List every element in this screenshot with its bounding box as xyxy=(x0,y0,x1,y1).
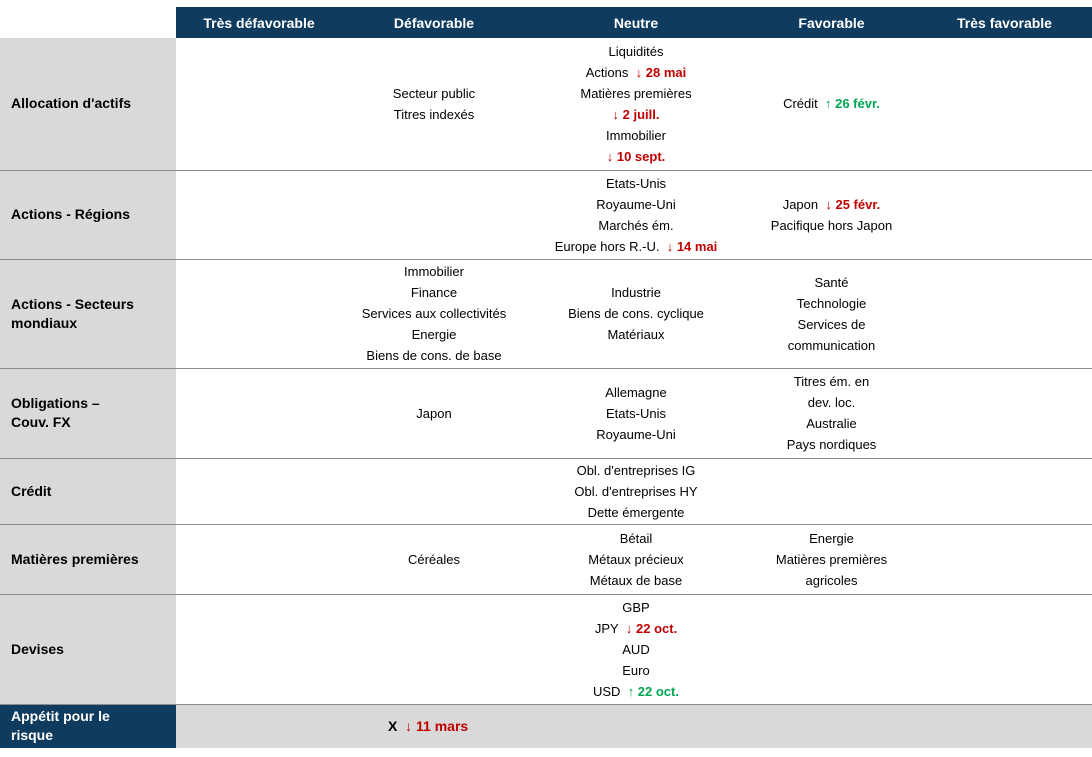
downgrade-badge: ↓ 11 mars xyxy=(405,717,469,734)
cell-item xyxy=(526,194,746,215)
table-row xyxy=(0,458,1092,524)
item-text: Energie xyxy=(411,327,457,342)
cell-item xyxy=(526,570,746,591)
cell-tres-defavorable xyxy=(176,170,342,259)
cell-tres-favorable xyxy=(917,458,1092,524)
risk-appetite-value-cell xyxy=(176,704,1092,748)
item-text: Services aux collectivités xyxy=(361,306,507,321)
cell-item xyxy=(746,413,917,434)
cell-tres-favorable xyxy=(917,594,1092,704)
upgrade-badge: ↑ 26 févr. xyxy=(824,96,880,112)
row-label-text: Devises xyxy=(11,640,64,657)
cell-item xyxy=(342,324,526,345)
cell-neutre xyxy=(526,594,746,704)
item-text: Biens de cons. de base xyxy=(366,348,502,363)
cell-item xyxy=(746,528,917,549)
item-text: dev. loc. xyxy=(807,395,856,410)
item-text: Pays nordiques xyxy=(786,437,877,452)
header-neutre: Neutre xyxy=(526,7,746,38)
header-tres-defavorable: Très défavorable xyxy=(176,7,342,38)
item-text: Titres ém. en xyxy=(793,374,870,389)
item-text: Allemagne xyxy=(605,384,667,400)
item-text: agricoles xyxy=(805,572,858,588)
cell-item xyxy=(526,481,746,502)
cell-neutre xyxy=(526,259,746,368)
cell-neutre xyxy=(526,38,746,170)
cell-item xyxy=(526,62,746,83)
cell-item xyxy=(526,215,746,236)
cell-item xyxy=(746,335,917,356)
cell-favorable xyxy=(746,259,917,368)
cell-item xyxy=(342,282,526,303)
cell-tres-favorable xyxy=(917,368,1092,458)
positioning-table xyxy=(0,7,1092,748)
cell-tres-favorable xyxy=(917,524,1092,594)
cell-defavorable xyxy=(342,170,526,259)
cell-tres-defavorable xyxy=(176,458,342,524)
cell-defavorable xyxy=(342,594,526,704)
cell-item xyxy=(342,83,526,104)
cell-item xyxy=(526,460,746,481)
item-text: Energie xyxy=(809,530,854,546)
cell-item xyxy=(526,639,746,660)
table-row xyxy=(0,594,1092,704)
row-label-text: Actions - Régions xyxy=(11,206,131,222)
cell-item xyxy=(746,194,917,215)
item-text: Actions xyxy=(585,64,629,80)
risk-appetite-row xyxy=(0,704,1092,748)
item-text: Matériaux xyxy=(607,327,665,342)
cell-neutre xyxy=(526,524,746,594)
cell-item xyxy=(526,236,746,257)
cell-item xyxy=(526,597,746,618)
cell-favorable xyxy=(746,38,917,170)
cell-item xyxy=(526,41,746,62)
cell-favorable xyxy=(746,368,917,458)
cell-item xyxy=(526,83,746,104)
item-text: Technologie xyxy=(796,295,867,311)
row-label xyxy=(0,38,176,170)
item-text: Crédit xyxy=(783,96,818,112)
item-text: Métaux de base xyxy=(589,572,683,588)
item-text: Obl. d'entreprises HY xyxy=(574,483,698,499)
item-text: GBP xyxy=(622,599,650,615)
row-label-text: Crédit xyxy=(11,482,52,499)
row-label-text: Obligations – Couv. FX xyxy=(11,395,100,430)
item-text: Euro xyxy=(622,662,650,678)
cell-neutre xyxy=(526,170,746,259)
cell-defavorable xyxy=(342,259,526,368)
cell-tres-defavorable xyxy=(176,259,342,368)
downgrade-badge: ↓ 28 mai xyxy=(635,64,687,80)
cell-item xyxy=(342,549,526,570)
cell-defavorable xyxy=(342,458,526,524)
header-row xyxy=(0,7,1092,38)
cell-item xyxy=(526,403,746,424)
cell-item xyxy=(526,173,746,194)
item-text: Immobilier xyxy=(404,264,464,279)
cell-item xyxy=(746,434,917,455)
risk-appetite-label xyxy=(0,704,176,748)
table-row xyxy=(0,38,1092,170)
downgrade-badge: ↓ 10 sept. xyxy=(606,148,666,164)
cell-item xyxy=(526,104,746,125)
cell-neutre xyxy=(526,368,746,458)
cell-item xyxy=(342,104,526,125)
row-label xyxy=(0,368,176,458)
cell-item xyxy=(342,345,526,366)
cell-favorable xyxy=(746,170,917,259)
cell-item xyxy=(526,282,746,303)
item-text: Australie xyxy=(806,416,857,431)
upgrade-badge: ↑ 22 oct. xyxy=(627,683,679,699)
cell-item xyxy=(526,618,746,639)
cell-item xyxy=(526,125,746,146)
risk-appetite-label-text: Appétit pour le risque xyxy=(11,708,110,744)
item-text: Services de xyxy=(797,316,866,332)
item-text: Etats-Unis xyxy=(606,405,666,421)
cell-favorable xyxy=(746,458,917,524)
item-text: Japon xyxy=(782,196,819,212)
cell-item xyxy=(526,660,746,681)
row-label xyxy=(0,259,176,368)
table-body xyxy=(0,38,1092,748)
item-text: Marchés ém. xyxy=(598,217,674,233)
cell-tres-defavorable xyxy=(176,594,342,704)
cell-item xyxy=(526,681,746,702)
row-label xyxy=(0,594,176,704)
header-defavorable: Défavorable xyxy=(342,7,526,38)
downgrade-badge: ↓ 14 mai xyxy=(666,238,718,254)
item-text: Bétail xyxy=(619,530,653,546)
row-label-text: Allocation d'actifs xyxy=(11,95,132,112)
item-text: JPY xyxy=(594,620,619,636)
item-text: Titres indexés xyxy=(393,106,475,122)
item-text: Etats-Unis xyxy=(606,175,666,191)
cell-defavorable xyxy=(342,524,526,594)
cell-item xyxy=(746,272,917,293)
item-text: Santé xyxy=(814,274,849,290)
cell-neutre xyxy=(526,458,746,524)
table-row xyxy=(0,524,1092,594)
item-text: Biens de cons. cyclique xyxy=(568,306,704,321)
item-text: communication xyxy=(787,337,876,353)
item-text: Métaux précieux xyxy=(588,551,684,567)
header-tres-favorable: Très favorable xyxy=(917,7,1092,38)
row-label xyxy=(0,458,176,524)
cell-tres-favorable xyxy=(917,259,1092,368)
cell-defavorable xyxy=(342,368,526,458)
item-text: Europe hors R.-U. xyxy=(554,238,660,254)
cell-item xyxy=(526,146,746,167)
cell-item xyxy=(526,528,746,549)
cell-tres-defavorable xyxy=(176,524,342,594)
table-row xyxy=(0,170,1092,259)
header-corner xyxy=(0,7,176,38)
row-label xyxy=(0,524,176,594)
cell-tres-defavorable xyxy=(176,368,342,458)
item-text: Industrie xyxy=(611,285,661,300)
table-row xyxy=(0,259,1092,368)
risk-appetite-marker xyxy=(176,718,468,734)
downgrade-badge: ↓ 22 oct. xyxy=(625,620,678,636)
item-text: Matières premières xyxy=(580,85,692,101)
cell-item xyxy=(526,502,746,523)
item-text: USD xyxy=(593,683,621,699)
downgrade-badge: ↓ 2 juill. xyxy=(612,106,660,122)
row-label-text: Actions - Secteurs mondiaux xyxy=(11,295,134,331)
item-text: Secteur public xyxy=(392,85,476,101)
row-label xyxy=(0,170,176,259)
item-text: Japon xyxy=(416,405,452,421)
cell-tres-favorable xyxy=(917,170,1092,259)
item-text: Finance xyxy=(410,285,458,300)
header-favorable: Favorable xyxy=(746,7,917,38)
cell-item xyxy=(526,549,746,570)
cell-item xyxy=(342,403,526,424)
cell-item xyxy=(746,314,917,335)
downgrade-badge: ↓ 25 févr. xyxy=(825,196,881,212)
cell-favorable xyxy=(746,594,917,704)
item-text: Liquidités xyxy=(608,43,664,59)
cell-item xyxy=(746,371,917,392)
cell-item xyxy=(526,324,746,345)
item-text: Matières premières xyxy=(775,551,888,567)
cell-item xyxy=(526,424,746,445)
cell-item xyxy=(746,93,917,114)
item-text: Royaume-Uni xyxy=(596,196,676,212)
cell-defavorable xyxy=(342,38,526,170)
row-label-text: Matières premières xyxy=(11,550,139,567)
cell-item xyxy=(746,293,917,314)
item-text: AUD xyxy=(622,641,650,657)
cell-item xyxy=(746,215,917,236)
cell-item xyxy=(746,549,917,570)
cell-tres-favorable xyxy=(917,38,1092,170)
cell-item xyxy=(746,570,917,591)
item-text: Obl. d'entreprises IG xyxy=(576,462,696,478)
item-text: Royaume-Uni xyxy=(596,426,676,442)
risk-appetite-value: X xyxy=(388,717,398,734)
item-text: Immobilier xyxy=(606,127,666,143)
cell-item xyxy=(746,392,917,413)
cell-favorable xyxy=(746,524,917,594)
item-text: Céréales xyxy=(407,551,461,567)
cell-tres-defavorable xyxy=(176,38,342,170)
table-row xyxy=(0,368,1092,458)
cell-item xyxy=(342,261,526,282)
cell-item xyxy=(526,303,746,324)
item-text: Pacifique hors Japon xyxy=(770,217,893,233)
cell-item xyxy=(342,303,526,324)
cell-item xyxy=(526,382,746,403)
item-text: Dette émergente xyxy=(587,504,685,520)
